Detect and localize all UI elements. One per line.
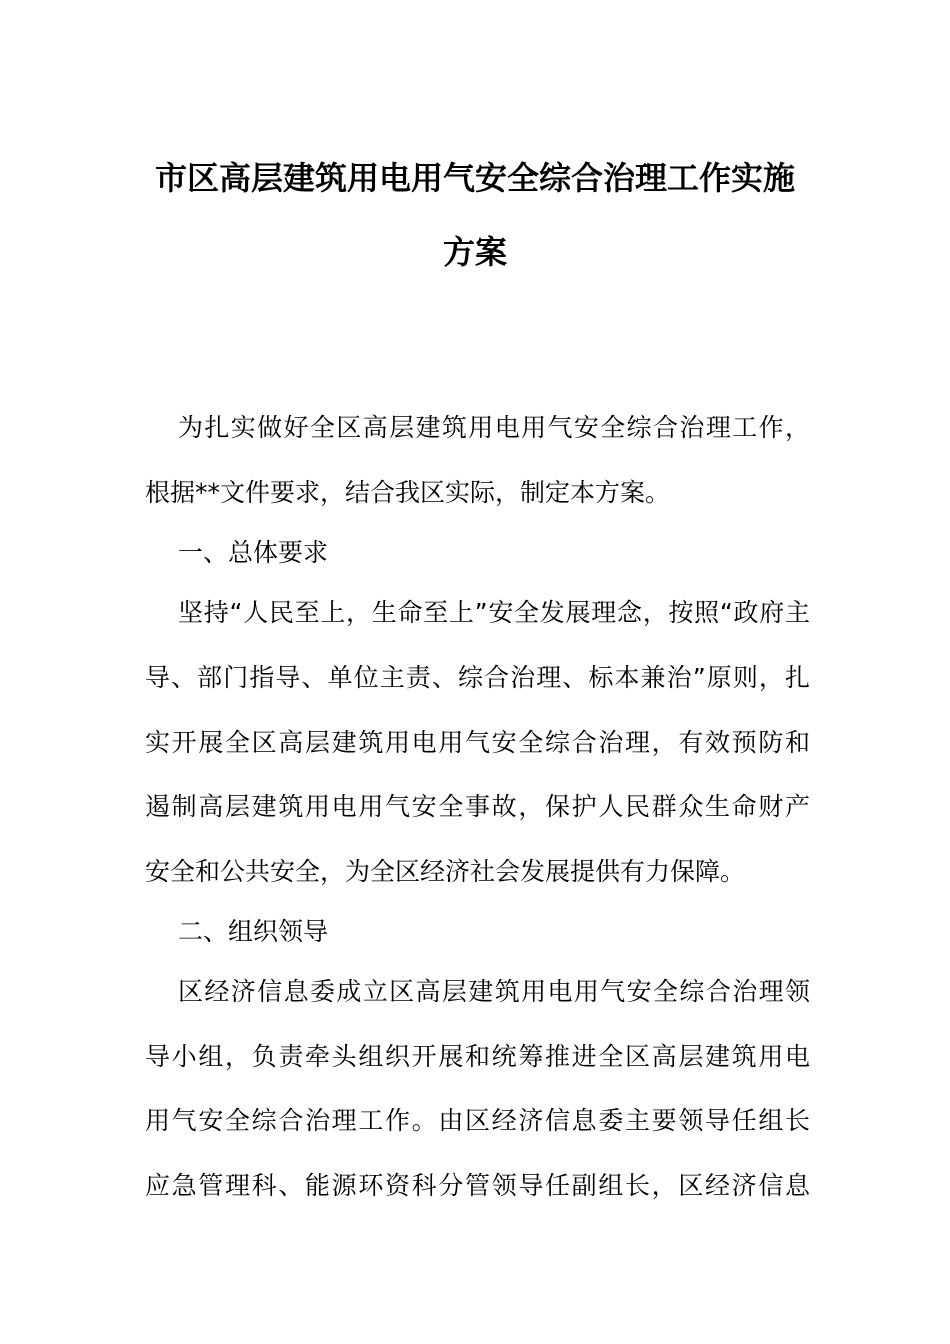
- paragraph-line: 为扎实做好全区高层建筑用电用气安全综合治理工作，: [178, 413, 810, 442]
- paragraph-line: 安全和公共安全，为全区经济社会发展提供有力保障。: [145, 857, 746, 886]
- paragraph-line: 用气安全综合治理工作。由区经济信息委主要领导任组长: [145, 1106, 810, 1135]
- section-heading: 一、总体要求: [178, 538, 329, 567]
- paragraph-line: 导小组，负责牵头组织开展和统筹推进全区高层建筑用电: [145, 1042, 810, 1071]
- document-title-line-2: 方案: [442, 233, 507, 271]
- paragraph-line: 区经济信息委成立区高层建筑用电用气安全综合治理领: [178, 977, 810, 1006]
- paragraph-line: 遏制高层建筑用电用气安全事故，保护人民群众生命财产: [145, 792, 810, 821]
- paragraph-line: 实开展全区高层建筑用电用气安全综合治理，有效预防和: [145, 728, 810, 757]
- section-heading: 二、组织领导: [178, 917, 329, 946]
- document-title-line-1: 市区高层建筑用电用气安全综合治理工作实施: [154, 159, 795, 197]
- paragraph-line: 导、部门指导、单位主责、综合治理、标本兼治”原则，扎: [145, 663, 810, 692]
- paragraph-line: 应急管理科、能源环资科分管领导任副组长，区经济信息: [145, 1171, 810, 1200]
- paragraph-line: 根据**文件要求，结合我区实际，制定本方案。: [145, 478, 671, 507]
- paragraph-line: 坚持“人民至上，生命至上”安全发展理念，按照“政府主: [178, 598, 810, 627]
